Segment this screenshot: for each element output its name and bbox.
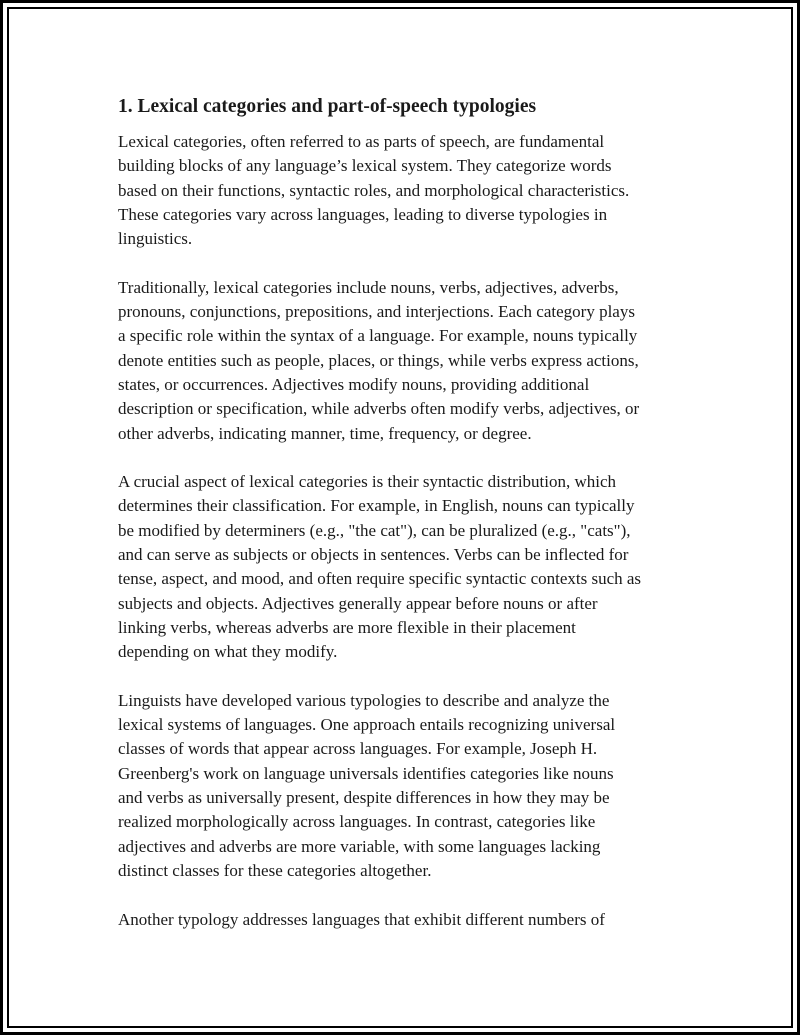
text-line: Lexical categories, often referred to as parts of speech, are fundamental: [118, 132, 605, 151]
paragraph-3: [118, 470, 698, 664]
text-line: states, or occurrences. Adjectives modify nouns, providing additional: [118, 374, 590, 394]
text-line: depending on what they modify.: [118, 642, 338, 662]
text-line: Linguists have developed various typologies to describe and analyze the: [118, 690, 610, 710]
text-line: tense, aspect, and mood, and often require specific syntactic contexts such as: [118, 569, 642, 589]
text-line: Traditionally, lexical categories include nouns, verbs, adjectives, adverbs,: [118, 277, 619, 297]
text-line: linking verbs, whereas adverbs are more flexible in their placement: [118, 617, 576, 637]
text-line: distinct classes for these categories altogether.: [118, 860, 432, 880]
text-line: building blocks of any language’s lexical system. They categorize words: [118, 156, 612, 176]
text-line: realized morphologically across languages. In contrast, categories like: [118, 812, 596, 832]
paragraph-5: [118, 908, 698, 932]
text-line: other adverbs, indicating manner, time, frequency, or degree.: [118, 423, 532, 443]
document-body: [118, 94, 698, 956]
text-line: subjects and objects. Adjectives generally appear before nouns or after: [118, 593, 598, 613]
text-line: a specific role within the syntax of a language. For example, nouns typically: [118, 326, 638, 346]
text-line: A crucial aspect of lexical categories is their syntactic distribution, which: [118, 472, 617, 492]
paragraph-2: [118, 276, 698, 446]
text-line: Another typology addresses languages that exhibit different numbers of: [118, 909, 605, 929]
text-line: denote entities such as people, places, or things, while verbs express actions,: [118, 350, 639, 370]
text-line: determines their classification. For example, in English, nouns can typically: [118, 496, 635, 516]
text-line: Greenberg's work on language universals identifies categories like nouns: [118, 763, 614, 783]
text-line: description or specification, while adverbs often modify verbs, adjectives, or: [118, 399, 640, 419]
section-heading: 1. Lexical categories and part-of-speech typologies: [118, 96, 537, 117]
text-line: and can serve as subjects or objects in sentences. Verbs can be inflected for: [118, 545, 629, 565]
text-line: These categories vary across languages, leading to diverse typologies in: [118, 204, 608, 224]
text-line: classes of words that appear across languages. For example, Joseph H.: [118, 739, 598, 759]
paragraph-1: [118, 130, 698, 251]
text-line: based on their functions, syntactic roles, and morphological characteristics.: [118, 180, 630, 200]
text-line: lexical systems of languages. One approach entails recognizing universal: [118, 715, 616, 735]
text-line: be modified by determiners (e.g., "the cat"), can be pluralized (e.g., "cats"),: [118, 520, 631, 540]
text-line: pronouns, conjunctions, prepositions, and interjections. Each category plays: [118, 302, 635, 322]
text-line: adjectives and adverbs are more variable, with some languages lacking: [118, 836, 601, 856]
text-line: linguistics.: [118, 229, 193, 249]
paragraph-4: [118, 689, 698, 883]
text-line: and verbs as universally present, despite differences in how they may be: [118, 788, 610, 808]
